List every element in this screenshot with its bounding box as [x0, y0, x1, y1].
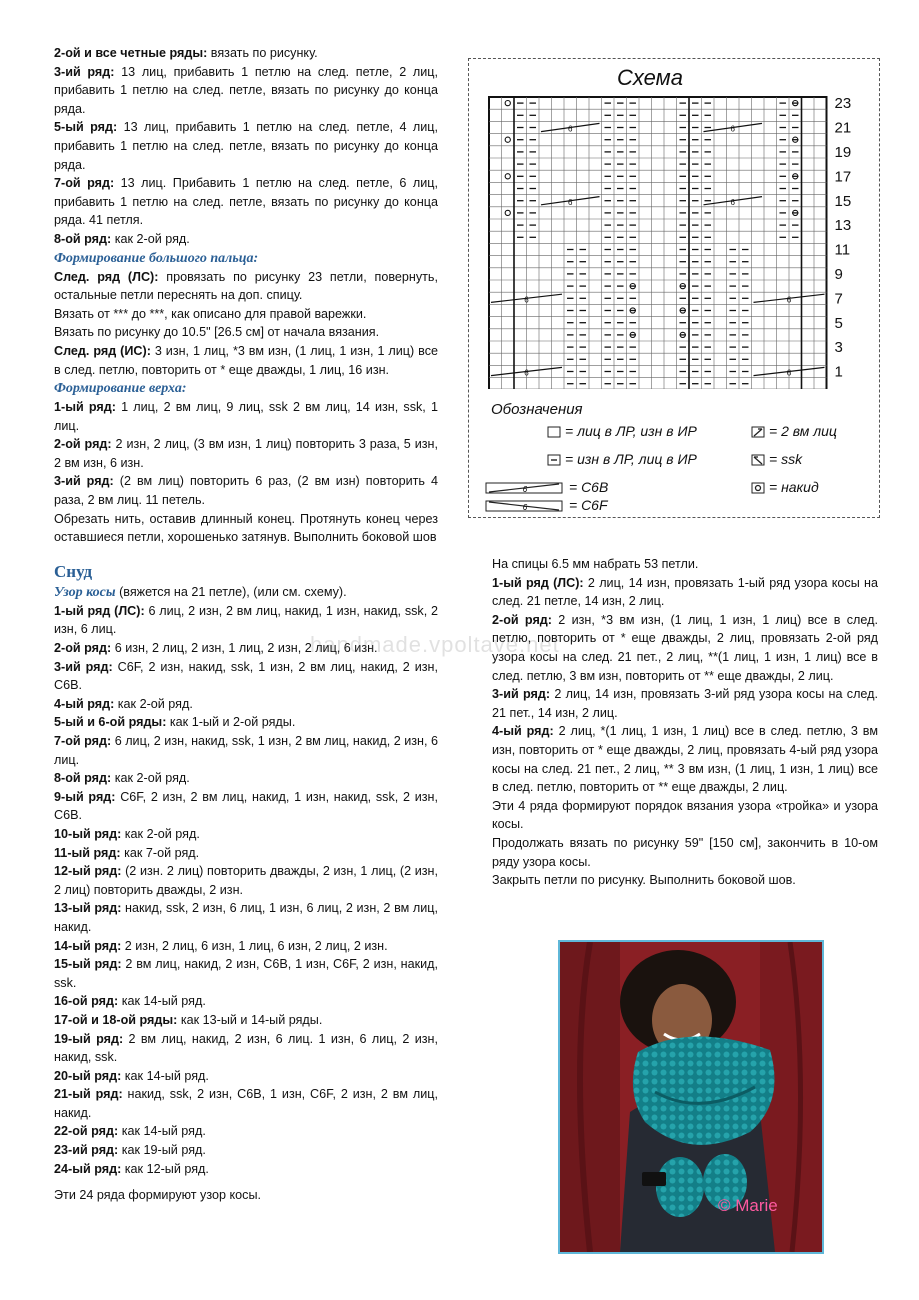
- row-text: 2 изн, *3 вм изн, (1 лиц, 1 изн, 1 лиц) все в след. петлю, повторить от * еще дважды, 2 лиц, провязать 2-ой ряд узора косы на след. 21 пет., 2 лиц, **(1 лиц, 1 изн, 1 лиц) все в след. петлю, 3 вм изн, повторить от ** еще дважды, 2 лиц.: [492, 612, 878, 683]
- row-text: накид, ssk, 2 изн, C6B, 1 изн, C6F, 2 изн, 2 вм лиц, накид.: [54, 1087, 438, 1120]
- row-text: Закрыть петли по рисунку. Выполнить боковой шов.: [492, 873, 796, 888]
- row-number: 1: [834, 363, 843, 381]
- instruction-paragraph: [54, 323, 438, 342]
- row-label: 23-ий ряд:: [54, 1143, 119, 1158]
- instruction-paragraph: [54, 1160, 438, 1179]
- model-photo: [558, 940, 824, 1254]
- instruction-paragraph: [492, 834, 878, 871]
- legend-k2tog: = 2 вм лиц: [751, 423, 837, 439]
- legend-title: Обозначения: [491, 401, 583, 418]
- pattern-note: (вяжется на 21 петле), (или см. схему).: [115, 584, 347, 599]
- instruction-paragraph: [54, 472, 438, 509]
- instruction-paragraph: [54, 1122, 438, 1141]
- row-label: 1-ый ряд (ЛС):: [492, 575, 584, 590]
- instruction-paragraph: [54, 435, 438, 472]
- row-label: 5-ый ряд:: [54, 120, 118, 135]
- instruction-paragraph: [54, 769, 438, 788]
- purl-symbol-icon: [547, 454, 561, 466]
- row-label: След. ряд (ЛС):: [54, 269, 159, 284]
- row-label: 3-ий ряд:: [492, 687, 551, 702]
- row-number: 13: [834, 217, 852, 235]
- legend-knit: = лиц в ЛР, изн в ИР: [547, 423, 697, 439]
- row-label: 7-ой ряд:: [54, 734, 112, 748]
- instruction-paragraph: [54, 305, 438, 324]
- row-text: Вязать от *** до ***, как описано для правой варежки.: [54, 306, 367, 321]
- legend-purl: = изн в ЛР, лиц в ИР: [547, 451, 697, 467]
- row-label: 13-ый ряд:: [54, 901, 122, 916]
- row-label: 4-ый ряд:: [54, 696, 115, 711]
- row-text: как 14-ый ряд.: [118, 994, 206, 1009]
- cable-label: 6: [730, 197, 735, 207]
- left-column: [54, 44, 438, 1205]
- stitch-grid: [483, 89, 878, 389]
- row-text: C6F, 2 изн, накид, ssk, 1 изн, 2 вм лиц, накид, 2 изн, C6B.: [54, 659, 438, 693]
- row-label: 9-ый ряд:: [54, 789, 116, 804]
- svg-text:6: 6: [522, 485, 528, 495]
- row-label: 10-ый ряд:: [54, 826, 122, 841]
- instruction-paragraph: [54, 602, 438, 639]
- instruction-paragraph: [54, 955, 438, 992]
- row-text: как 7-ой ряд.: [120, 845, 200, 860]
- row-text: как 12-ый ряд.: [121, 1161, 209, 1176]
- row-text: 6 изн, 2 лиц, 2 изн, 1 лиц, 2 изн, 2 лиц, 6 изн.: [111, 641, 378, 656]
- row-text: как 2-ой ряд.: [114, 696, 193, 711]
- pattern-line: [54, 583, 438, 602]
- instruction-paragraph: [54, 992, 438, 1011]
- instruction-paragraph: [54, 230, 438, 249]
- cable-label: 6: [568, 124, 573, 134]
- row-text: 2 лиц, 14 изн, провязать 1-ый ряд узора косы на след. 21 петле, 14 изн, 2 лиц.: [492, 575, 879, 609]
- legend-yo: = накид: [751, 479, 819, 495]
- row-number: 17: [834, 168, 852, 186]
- top-heading: Формирование верха:: [54, 381, 187, 397]
- legend-c6b: 6 = C6B: [485, 479, 608, 495]
- row-text: (2 вм лиц) повторить 6 раз, (2 вм изн) повторить 4 раза, 2 вм лиц. 11 петель.: [54, 474, 439, 508]
- row-text: как 2-ой ряд.: [111, 231, 190, 246]
- row-text: как 19-ый ряд.: [118, 1143, 206, 1158]
- instruction-paragraph: [54, 937, 438, 956]
- row-text: 2 изн, 2 лиц, (3 вм изн, 1 лиц) повторить 3 раза, 5 изн, 2 вм изн, 6 изн.: [54, 437, 438, 470]
- instruction-paragraph: [54, 639, 438, 658]
- row-text: 6 лиц, 2 изн, 2 вм лиц, накид, 1 изн, накид, ssk, 2 изн, 6 лиц.: [54, 603, 438, 637]
- row-label: 1-ый ряд:: [54, 400, 116, 415]
- row-text: 2 лиц, *(1 лиц, 1 изн, 1 лиц) все в след. петлю, 3 вм изн, повторить от * еще дважды, 2 лиц, провязать 4-ый ряд узора косы на след. 21 пет., 2 лиц, ** 3 вм изн, (1 лиц, 1 изн, 1 лиц) все в след. петлю, повторить от ** еще дважды, 2 лиц.: [492, 724, 879, 795]
- instruction-paragraph: [492, 555, 878, 574]
- row-text: как 1-ый и 2-ой ряды.: [166, 715, 296, 730]
- instruction-paragraph: [54, 63, 438, 119]
- instruction-paragraph: [492, 871, 878, 890]
- row-number: 11: [834, 241, 851, 259]
- row-label: 8-ой ряд:: [54, 231, 112, 246]
- row-text: На спицы 6.5 мм набрать 53 петли.: [492, 557, 699, 571]
- yarn-over-symbol-icon: [751, 482, 765, 494]
- row-text: 13 лиц, прибавить 1 петлю на след. петле, 4 лиц, прибавить 1 петлю на след. петле, вязать по рисунку до конца ряда.: [54, 120, 439, 172]
- row-label: 3-ий ряд:: [54, 659, 113, 674]
- instructions-mitten-rows: [54, 44, 438, 249]
- instruction-paragraph: [54, 510, 438, 547]
- watermark: handmade.vpoltave.net: [310, 632, 560, 657]
- cable-label: 6: [524, 295, 529, 305]
- grid-frame: [489, 97, 827, 389]
- row-label: След. ряд (ИС):: [54, 343, 151, 358]
- row-label: 15-ый ряд:: [54, 957, 122, 972]
- row-text: накид, ssk, 2 изн, 6 лиц, 1 изн, 6 лиц, 2 изн, 2 вм лиц, накид.: [54, 901, 439, 934]
- row-label: 22-ой ряд:: [54, 1124, 119, 1139]
- row-label: 21-ый ряд:: [54, 1087, 123, 1102]
- photo-credit: © Marie: [718, 1196, 778, 1215]
- row-text: как 14-ый ряд.: [118, 1124, 206, 1139]
- legend-c6f: 6 = C6F: [485, 497, 608, 513]
- cable-label: 6: [524, 368, 529, 378]
- instruction-paragraph: [54, 788, 438, 825]
- instruction-paragraph: [54, 342, 438, 379]
- instruction-paragraph: [54, 1030, 438, 1067]
- row-label: 11-ый ряд:: [54, 845, 121, 860]
- instruction-paragraph: [54, 1085, 438, 1122]
- row-number: 19: [834, 144, 852, 161]
- row-label: 12-ый ряд:: [54, 864, 122, 879]
- row-label: 17-ой и 18-ой ряды:: [54, 1012, 178, 1027]
- instruction-paragraph: [492, 574, 878, 611]
- row-label: 3-ий ряд:: [54, 64, 115, 79]
- schema-title: Схема: [617, 65, 683, 90]
- instruction-paragraph: [492, 722, 878, 796]
- knit-symbol-icon: [547, 426, 561, 438]
- row-label: 14-ый ряд:: [54, 938, 122, 953]
- row-text: вязать по рисунку.: [207, 46, 318, 60]
- legend-ssk: = ssk: [751, 451, 802, 467]
- row-label: 2-ой ряд:: [54, 437, 112, 452]
- cable-label: 6: [730, 124, 735, 134]
- photo-illustration: [560, 942, 822, 1252]
- row-label: 3-ий ряд:: [54, 474, 114, 489]
- ssk-symbol-icon: [751, 454, 765, 466]
- row-label: 5-ый и 6-ой ряды:: [54, 715, 167, 730]
- row-text: Эти 4 ряда формируют порядок вязания узора «тройка» и узора косы.: [492, 798, 878, 832]
- row-number: 15: [834, 192, 852, 210]
- instruction-paragraph: [54, 44, 438, 63]
- row-label: 16-ой ряд:: [54, 994, 119, 1009]
- row-text: провязать по рисунку 23 петли, повернуть, остальные петли переснять на доп. спицу.: [54, 269, 438, 303]
- chart-schema: [468, 58, 880, 518]
- thumb-heading: Формирование большого пальца:: [54, 250, 259, 266]
- row-number: 21: [834, 119, 852, 137]
- instruction-paragraph: [492, 611, 878, 685]
- instruction-paragraph: [54, 862, 438, 899]
- instruction-paragraph: [54, 713, 438, 732]
- instruction-paragraph: [54, 695, 438, 714]
- instruction-paragraph: [54, 658, 438, 695]
- row-text: 2 вм лиц, накид, 2 изн, C6B, 1 изн, C6F, 2 изн, накид, ssk.: [54, 957, 439, 990]
- row-text: Продолжать вязать по рисунку 59" [150 см], закончить в 10-ом ряду узора косы.: [492, 835, 878, 869]
- row-number: 23: [834, 95, 852, 113]
- row-text: 3 изн, 1 лиц, *3 вм изн, (1 лиц, 1 изн, 1 лиц) все в след. петлю, повторить от * еще дважды, 1 лиц, 16 изн.: [54, 343, 438, 377]
- snood-rows: [54, 602, 438, 1178]
- snood-closing: Эти 24 ряда формируют узор косы.: [54, 1188, 261, 1203]
- thumb-instructions: [54, 268, 438, 380]
- cable-label: 6: [568, 197, 573, 207]
- svg-text:6: 6: [522, 503, 528, 513]
- row-label: 8-ой ряд:: [54, 771, 112, 786]
- row-label: 1-ый ряд (ЛС):: [54, 603, 145, 618]
- c6f-symbol-icon: [485, 499, 565, 513]
- row-text: (2 изн. 2 лиц) повторить дважды, 2 изн, 1 лиц, (2 изн, 2 лиц) повторить дважды, 2 изн.: [54, 864, 439, 897]
- row-text: 6 лиц, 2 изн, накид, ssk, 1 изн, 2 вм лиц, накид, 2 изн, 6 лиц.: [54, 734, 438, 767]
- row-label: 4-ый ряд:: [492, 724, 554, 739]
- right-column: [492, 555, 878, 890]
- row-number: 7: [834, 290, 843, 308]
- row-text: 2 лиц, 14 изн, провязать 3-ий ряд узора косы на след. 21 пет., 14 изн, 2 лиц.: [492, 687, 878, 720]
- row-text: 13 лиц. Прибавить 1 петлю на след. петле, 6 лиц, прибавить 1 петлю на след. петле, вязать по рисунку до конца ряда. 41 петля.: [54, 176, 438, 228]
- row-label: 7-ой ряд:: [54, 176, 115, 191]
- row-label: 2-ой ряд:: [492, 612, 552, 627]
- row-label: 2-ой ряд:: [54, 641, 112, 656]
- row-text: как 2-ой ряд.: [111, 771, 190, 786]
- row-text: Вязать по рисунку до 10.5" [26.5 см] от начала вязания.: [54, 325, 380, 340]
- instruction-paragraph: [54, 1011, 438, 1030]
- row-text: как 2-ой ряд.: [121, 826, 200, 841]
- row-text: как 13-ый и 14-ый ряды.: [177, 1012, 323, 1027]
- row-text: 1 лиц, 2 вм лиц, 9 лиц, ssk 2 вм лиц, 14 изн, ssk, 1 лиц.: [54, 400, 438, 433]
- row-text: 13 лиц, прибавить 1 петлю на след. петле, 2 лиц, прибавить 1 петлю на след. петле, вязать по рисунку до конца ряда.: [54, 64, 438, 116]
- row-text: Обрезать нить, оставив длинный конец. Протянуть конец через оставшиеся петли, хорошенько затянув. Выполнить боковой шов: [54, 511, 438, 545]
- instruction-paragraph: [492, 685, 878, 722]
- row-text: 2 изн, 2 лиц, 6 изн, 1 лиц, 6 изн, 2 лиц, 2 изн.: [121, 938, 388, 953]
- row-label: 24-ый ряд:: [54, 1161, 122, 1176]
- row-text: как 14-ый ряд.: [121, 1068, 209, 1083]
- instruction-paragraph: [54, 825, 438, 844]
- row-label: 2-ой и все четные ряды:: [54, 46, 208, 60]
- row-text: C6F, 2 изн, 2 вм лиц, накид, 1 изн, накид, ssk, 2 изн, C6B.: [54, 789, 438, 823]
- row-text: 2 вм лиц, накид, 2 изн, 6 лиц. 1 изн, 6 лиц, 2 изн, накид, ssk.: [54, 1031, 438, 1065]
- row-label: 20-ый ряд:: [54, 1068, 122, 1083]
- instruction-paragraph: [54, 118, 438, 174]
- row-number: 5: [834, 314, 843, 332]
- row-number: 9: [834, 266, 843, 283]
- snood-title: Снуд: [54, 561, 93, 581]
- instruction-paragraph: [54, 899, 438, 936]
- cable-label: 6: [786, 295, 792, 305]
- instruction-paragraph: [54, 398, 438, 435]
- pattern-heading: Узор косы: [54, 584, 116, 600]
- c6b-symbol-icon: [485, 481, 565, 495]
- instruction-paragraph: [54, 174, 438, 230]
- instruction-paragraph: [54, 732, 438, 769]
- top-instructions: [54, 398, 438, 547]
- row-label: 19-ый ряд:: [54, 1031, 124, 1046]
- instruction-paragraph: [54, 268, 438, 305]
- instruction-paragraph: [492, 797, 878, 834]
- instruction-paragraph: [54, 844, 438, 863]
- row-number: 3: [834, 339, 843, 357]
- instruction-paragraph: [54, 1067, 438, 1086]
- instruction-paragraph: [54, 1141, 438, 1160]
- cable-label: 6: [786, 368, 792, 378]
- k2tog-symbol-icon: [751, 426, 765, 438]
